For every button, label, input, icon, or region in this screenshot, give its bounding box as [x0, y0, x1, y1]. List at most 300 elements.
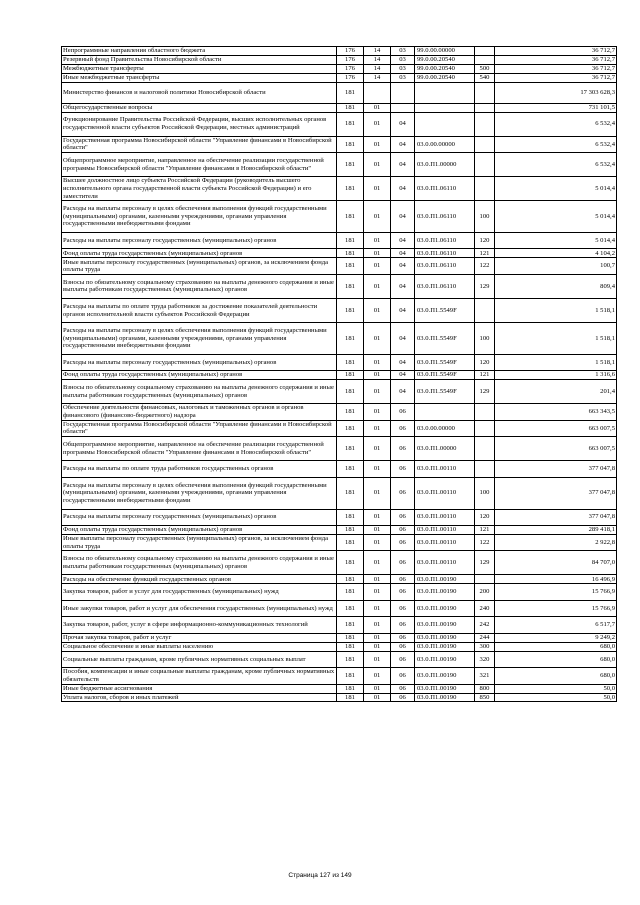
row-ved: 181 [337, 668, 364, 685]
row-pr: 06 [391, 461, 415, 478]
row-name: Иные выплаты персоналу государственных (муниципальных) органов, за исключением фонда оплаты труда [62, 258, 337, 275]
row-pr: 06 [391, 684, 415, 693]
row-rz: 01 [364, 298, 391, 322]
row-pr: 03 [391, 47, 415, 56]
row-name: Социальные выплаты гражданам, кроме публичных нормативных социальных выплат [62, 651, 337, 668]
row-rz: 01 [364, 509, 391, 526]
table-row [62, 693, 617, 702]
row-ved: 181 [337, 201, 364, 233]
budget-table [61, 46, 617, 702]
row-vr [475, 103, 495, 112]
row-csr: 03.0.П1.00190 [415, 600, 475, 617]
row-rz: 01 [364, 534, 391, 551]
table-row [62, 64, 617, 73]
row-pr: 04 [391, 136, 415, 153]
row-csr: 03.0.П1.00190 [415, 617, 475, 634]
row-pr: 06 [391, 642, 415, 651]
table-row [62, 298, 617, 322]
row-csr: 03.0.00.00000 [415, 136, 475, 153]
row-rz: 01 [364, 371, 391, 380]
row-ved: 181 [337, 651, 364, 668]
row-vr: 240 [475, 600, 495, 617]
row-rz: 01 [364, 551, 391, 575]
row-pr: 06 [391, 534, 415, 551]
table-row [62, 82, 617, 103]
row-vr: 300 [475, 642, 495, 651]
row-ved: 176 [337, 73, 364, 82]
table-row [62, 201, 617, 233]
row-pr: 06 [391, 575, 415, 584]
row-ved: 181 [337, 534, 364, 551]
row-pr: 06 [391, 600, 415, 617]
row-name: Взносы по обязательному социальному страхованию на выплаты денежного содержания и иные выплаты работникам государственных (муниципальных) органов [62, 380, 337, 404]
row-csr: 03.0.П1.00190 [415, 651, 475, 668]
row-name: Общегосударственные вопросы [62, 103, 337, 112]
row-pr: 04 [391, 354, 415, 371]
row-pr: 06 [391, 420, 415, 437]
row-name: Министерство финансов и налоговой политики Новосибирской области [62, 82, 337, 103]
row-rz: 14 [364, 55, 391, 64]
row-ved: 181 [337, 461, 364, 478]
table-row [62, 55, 617, 64]
row-vr: 800 [475, 684, 495, 693]
table-row [62, 651, 617, 668]
row-name: Социальное обеспечение и иные выплаты населению [62, 642, 337, 651]
row-name: Фонд оплаты труда государственных (муниципальных) органов [62, 526, 337, 535]
row-vr: 320 [475, 651, 495, 668]
row-sum: 100,7 [495, 258, 617, 275]
row-rz: 01 [364, 437, 391, 461]
row-pr: 04 [391, 298, 415, 322]
row-pr: 06 [391, 693, 415, 702]
row-csr: 03.0.П1.06110 [415, 201, 475, 233]
row-sum: 1 316,6 [495, 371, 617, 380]
row-rz: 01 [364, 112, 391, 136]
row-name: Прочая закупка товаров, работ и услуг [62, 633, 337, 642]
row-csr: 03.0.П1.00190 [415, 684, 475, 693]
table-row [62, 112, 617, 136]
row-sum: 9 249,2 [495, 633, 617, 642]
row-ved: 181 [337, 232, 364, 249]
row-pr [391, 82, 415, 103]
row-rz: 01 [364, 693, 391, 702]
row-name: Общепрограммное мероприятие, направленное на обеспечение реализации государственной программы Новосибирской области "Управление финансами в Новосибирской области" [62, 437, 337, 461]
row-name: Расходы на выплаты персоналу в целях обеспечения выполнения функций государственными (муниципальными) органами, казенными учреждениями, органами управления государственными внебюджетными фондами [62, 477, 337, 509]
row-vr: 122 [475, 258, 495, 275]
row-name: Закупка товаров, работ и услуг для государственных (муниципальных) нужд [62, 584, 337, 601]
row-sum: 1 518,1 [495, 354, 617, 371]
row-vr [475, 177, 495, 201]
row-rz: 01 [364, 258, 391, 275]
table-row [62, 684, 617, 693]
row-name: Фонд оплаты труда государственных (муниципальных) органов [62, 249, 337, 258]
row-sum: 50,0 [495, 693, 617, 702]
row-vr [475, 461, 495, 478]
row-rz: 01 [364, 420, 391, 437]
row-csr: 03.0.П1.06110 [415, 177, 475, 201]
row-rz: 01 [364, 651, 391, 668]
row-sum: 5 014,4 [495, 177, 617, 201]
row-ved: 181 [337, 354, 364, 371]
row-csr: 03.0.П1.5549F [415, 354, 475, 371]
row-name: Иные выплаты персоналу государственных (муниципальных) органов, за исключением фонда оплаты труда [62, 534, 337, 551]
table-row [62, 584, 617, 601]
row-sum: 201,4 [495, 380, 617, 404]
row-sum: 663 343,5 [495, 404, 617, 421]
row-rz: 01 [364, 575, 391, 584]
table-row [62, 249, 617, 258]
row-rz: 14 [364, 47, 391, 56]
row-ved: 181 [337, 551, 364, 575]
table-row [62, 177, 617, 201]
row-name: Расходы на выплаты по оплате труда работников за достижение показателей деятельности органов исполнительной власти субъектов Российской Федерации [62, 298, 337, 322]
row-vr: 850 [475, 693, 495, 702]
row-csr [415, 82, 475, 103]
row-vr: 321 [475, 668, 495, 685]
row-pr: 03 [391, 64, 415, 73]
table-row [62, 380, 617, 404]
row-csr: 03.0.П1.00190 [415, 668, 475, 685]
row-rz: 01 [364, 584, 391, 601]
row-vr: 121 [475, 371, 495, 380]
table-row [62, 600, 617, 617]
row-csr: 03.0.П1.00190 [415, 642, 475, 651]
row-sum: 377 047,8 [495, 509, 617, 526]
row-vr [475, 420, 495, 437]
row-sum: 5 014,4 [495, 232, 617, 249]
row-pr [391, 103, 415, 112]
row-ved: 181 [337, 136, 364, 153]
row-ved: 181 [337, 575, 364, 584]
row-rz: 14 [364, 64, 391, 73]
row-ved: 181 [337, 526, 364, 535]
row-vr: 120 [475, 354, 495, 371]
row-sum: 289 418,1 [495, 526, 617, 535]
row-pr: 04 [391, 177, 415, 201]
row-pr: 04 [391, 380, 415, 404]
row-sum: 663 007,5 [495, 420, 617, 437]
row-vr [475, 82, 495, 103]
row-sum: 680,0 [495, 668, 617, 685]
row-name: Обеспечение деятельности финансовых, налоговых и таможенных органов и органов финансового (финансово-бюджетного) надзора [62, 404, 337, 421]
row-csr: 03.0.П1.00190 [415, 575, 475, 584]
row-ved: 181 [337, 274, 364, 298]
row-csr: 03.0.П1.5549F [415, 380, 475, 404]
row-vr: 100 [475, 323, 495, 355]
row-csr [415, 103, 475, 112]
row-vr: 121 [475, 526, 495, 535]
row-ved: 181 [337, 584, 364, 601]
row-csr: 03.0.П1.00190 [415, 633, 475, 642]
row-rz: 01 [364, 642, 391, 651]
row-pr: 04 [391, 201, 415, 233]
row-name: Иные бюджетные ассигнования [62, 684, 337, 693]
table-row [62, 47, 617, 56]
row-pr: 03 [391, 55, 415, 64]
row-vr: 122 [475, 534, 495, 551]
row-csr: 99.0.00.20540 [415, 55, 475, 64]
row-csr: 03.0.П1.06110 [415, 258, 475, 275]
row-sum: 36 712,7 [495, 47, 617, 56]
table-row [62, 354, 617, 371]
row-sum: 809,4 [495, 274, 617, 298]
table-row [62, 526, 617, 535]
row-name: Расходы на выплаты персоналу государственных (муниципальных) органов [62, 509, 337, 526]
row-pr: 06 [391, 551, 415, 575]
row-pr: 04 [391, 323, 415, 355]
table-row [62, 258, 617, 275]
row-pr: 06 [391, 668, 415, 685]
row-vr [475, 153, 495, 177]
row-rz: 01 [364, 684, 391, 693]
row-rz: 01 [364, 274, 391, 298]
row-ved: 176 [337, 55, 364, 64]
row-rz: 01 [364, 177, 391, 201]
row-sum: 36 712,7 [495, 73, 617, 82]
row-rz: 01 [364, 354, 391, 371]
row-name: Взносы по обязательному социальному страхованию на выплаты денежного содержания и иные выплаты работникам государственных (муниципальных) органов [62, 274, 337, 298]
table-row [62, 668, 617, 685]
row-ved: 181 [337, 633, 364, 642]
row-pr: 06 [391, 584, 415, 601]
row-ved: 181 [337, 600, 364, 617]
row-csr: 03.0.П1.00000 [415, 153, 475, 177]
row-csr: 99.0.00.20540 [415, 73, 475, 82]
row-csr: 99.0.00.20540 [415, 64, 475, 73]
row-pr: 04 [391, 371, 415, 380]
row-vr: 120 [475, 509, 495, 526]
row-csr: 03.0.П1.5549F [415, 298, 475, 322]
row-ved: 181 [337, 509, 364, 526]
row-rz: 01 [364, 136, 391, 153]
row-rz: 01 [364, 153, 391, 177]
row-name: Государственная программа Новосибирской области "Управление финансами в Новосибирской области" [62, 420, 337, 437]
row-sum: 663 007,5 [495, 437, 617, 461]
row-name: Расходы на выплаты персоналу в целях обеспечения выполнения функций государственными (муниципальными) органами, казенными учреждениями, органами управления государственными внебюджетными фондами [62, 201, 337, 233]
row-vr: 540 [475, 73, 495, 82]
row-pr: 04 [391, 232, 415, 249]
row-ved: 181 [337, 103, 364, 112]
row-pr: 06 [391, 526, 415, 535]
row-name: Закупка товаров, работ, услуг в сфере информационно-коммуникационных технологий [62, 617, 337, 634]
row-vr [475, 437, 495, 461]
row-name: Уплата налогов, сборов и иных платежей [62, 693, 337, 702]
row-csr: 03.0.П1.00110 [415, 526, 475, 535]
row-pr: 06 [391, 651, 415, 668]
row-ved: 181 [337, 153, 364, 177]
row-pr: 06 [391, 404, 415, 421]
row-csr: 03.0.П1.5549F [415, 323, 475, 355]
row-csr: 03.0.П1.00110 [415, 461, 475, 478]
row-pr: 06 [391, 437, 415, 461]
table-row [62, 420, 617, 437]
table-row [62, 437, 617, 461]
table-row [62, 232, 617, 249]
row-ved: 181 [337, 684, 364, 693]
row-vr: 129 [475, 551, 495, 575]
row-pr: 06 [391, 633, 415, 642]
row-csr: 03.0.П1.00000 [415, 437, 475, 461]
row-name: Расходы на обеспечение функций государственных органов [62, 575, 337, 584]
row-rz: 01 [364, 201, 391, 233]
row-sum: 1 518,1 [495, 298, 617, 322]
table-row [62, 477, 617, 509]
row-csr: 03.0.П1.06110 [415, 249, 475, 258]
row-rz: 01 [364, 633, 391, 642]
row-sum: 6 532,4 [495, 112, 617, 136]
row-vr: 100 [475, 477, 495, 509]
row-name: Межбюджетные трансферты [62, 64, 337, 73]
row-ved: 181 [337, 437, 364, 461]
row-sum: 680,0 [495, 651, 617, 668]
row-csr: 03.0.П1.06110 [415, 274, 475, 298]
row-name: Расходы на выплаты персоналу в целях обеспечения выполнения функций государственными (муниципальными) органами, казенными учреждениями, органами управления государственными внебюджетными фондами [62, 323, 337, 355]
row-name: Непрограммные направления областного бюджета [62, 47, 337, 56]
row-name: Общепрограммное мероприятие, направленное на обеспечение реализации государственной программы Новосибирской области "Управление финансами в Новосибирской области" [62, 153, 337, 177]
row-rz: 01 [364, 323, 391, 355]
row-sum: 6 517,7 [495, 617, 617, 634]
row-csr: 99.0.00.00000 [415, 47, 475, 56]
row-vr: 129 [475, 274, 495, 298]
row-rz: 14 [364, 73, 391, 82]
row-rz: 01 [364, 477, 391, 509]
row-vr: 120 [475, 232, 495, 249]
row-rz: 01 [364, 461, 391, 478]
row-name: Взносы по обязательному социальному страхованию на выплаты денежного содержания и иные выплаты работникам государственных (муниципальных) органов [62, 551, 337, 575]
row-ved: 176 [337, 47, 364, 56]
row-ved: 181 [337, 298, 364, 322]
row-csr: 03.0.П1.00110 [415, 534, 475, 551]
row-csr: 03.0.П1.00190 [415, 584, 475, 601]
row-ved: 181 [337, 323, 364, 355]
row-rz: 01 [364, 668, 391, 685]
row-sum: 377 047,8 [495, 461, 617, 478]
row-csr: 03.0.П1.06110 [415, 232, 475, 249]
page-number: Страница 127 из 149 [288, 872, 352, 879]
row-csr: 03.0.П1.00110 [415, 477, 475, 509]
row-vr: 200 [475, 584, 495, 601]
row-rz: 01 [364, 404, 391, 421]
table-row [62, 461, 617, 478]
row-pr: 06 [391, 617, 415, 634]
table-row [62, 73, 617, 82]
table-row [62, 551, 617, 575]
row-name: Фонд оплаты труда государственных (муниципальных) органов [62, 371, 337, 380]
row-vr: 242 [475, 617, 495, 634]
row-vr [475, 404, 495, 421]
row-csr [415, 404, 475, 421]
row-sum: 15 766,9 [495, 584, 617, 601]
row-sum: 17 303 628,3 [495, 82, 617, 103]
row-pr: 04 [391, 153, 415, 177]
row-sum: 84 707,0 [495, 551, 617, 575]
row-vr: 500 [475, 64, 495, 73]
row-ved: 181 [337, 371, 364, 380]
row-csr: 03.0.00.00000 [415, 420, 475, 437]
row-vr: 121 [475, 249, 495, 258]
row-pr: 04 [391, 112, 415, 136]
row-ved: 181 [337, 642, 364, 651]
row-sum: 6 532,4 [495, 136, 617, 153]
row-vr [475, 298, 495, 322]
row-name: Иные межбюджетные трансферты [62, 73, 337, 82]
row-ved: 181 [337, 477, 364, 509]
row-vr [475, 112, 495, 136]
row-name: Расходы на выплаты по оплате труда работников государственных органов [62, 461, 337, 478]
table-row [62, 509, 617, 526]
table-row [62, 371, 617, 380]
row-csr: 03.0.П1.00110 [415, 509, 475, 526]
row-ved: 181 [337, 380, 364, 404]
row-ved: 181 [337, 82, 364, 103]
table-row [62, 617, 617, 634]
table-row [62, 633, 617, 642]
row-ved: 181 [337, 249, 364, 258]
row-vr: 100 [475, 201, 495, 233]
row-rz: 01 [364, 232, 391, 249]
row-sum: 731 101,5 [495, 103, 617, 112]
row-vr: 244 [475, 633, 495, 642]
row-sum: 15 766,9 [495, 600, 617, 617]
row-sum: 680,0 [495, 642, 617, 651]
table-row [62, 404, 617, 421]
row-vr: 129 [475, 380, 495, 404]
row-name: Иные закупки товаров, работ и услуг для обеспечения государственных (муниципальных) нужд [62, 600, 337, 617]
row-name: Государственная программа Новосибирской области "Управление финансами в Новосибирской области" [62, 136, 337, 153]
table-row [62, 103, 617, 112]
row-rz [364, 82, 391, 103]
row-vr [475, 47, 495, 56]
row-sum: 2 922,8 [495, 534, 617, 551]
row-pr: 06 [391, 509, 415, 526]
row-ved: 181 [337, 112, 364, 136]
row-rz: 01 [364, 380, 391, 404]
row-pr: 03 [391, 73, 415, 82]
row-ved: 181 [337, 404, 364, 421]
row-vr [475, 136, 495, 153]
table-row [62, 323, 617, 355]
table-row [62, 274, 617, 298]
row-ved: 181 [337, 693, 364, 702]
row-sum: 4 104,2 [495, 249, 617, 258]
row-csr: 03.0.П1.00190 [415, 693, 475, 702]
row-rz: 01 [364, 600, 391, 617]
row-rz: 01 [364, 617, 391, 634]
row-sum: 36 712,7 [495, 64, 617, 73]
table-row [62, 575, 617, 584]
row-sum: 6 532,4 [495, 153, 617, 177]
row-ved: 181 [337, 617, 364, 634]
row-ved: 181 [337, 177, 364, 201]
table-row [62, 136, 617, 153]
row-pr: 06 [391, 477, 415, 509]
row-sum: 50,0 [495, 684, 617, 693]
row-csr [415, 112, 475, 136]
row-name: Расходы на выплаты персоналу государственных (муниципальных) органов [62, 232, 337, 249]
budget-table-body [62, 47, 617, 702]
row-rz: 01 [364, 526, 391, 535]
row-name: Высшее должностное лицо субъекта Российской Федерации (руководитель высшего исполнительного органа государственной власти субъекта Российской Федерации) и его заместители [62, 177, 337, 201]
row-ved: 181 [337, 258, 364, 275]
row-vr [475, 575, 495, 584]
table-row [62, 534, 617, 551]
table-row [62, 153, 617, 177]
row-sum: 5 014,4 [495, 201, 617, 233]
row-sum: 36 712,7 [495, 55, 617, 64]
row-name: Расходы на выплаты персоналу государственных (муниципальных) органов [62, 354, 337, 371]
row-sum: 1 518,1 [495, 323, 617, 355]
row-pr: 04 [391, 274, 415, 298]
